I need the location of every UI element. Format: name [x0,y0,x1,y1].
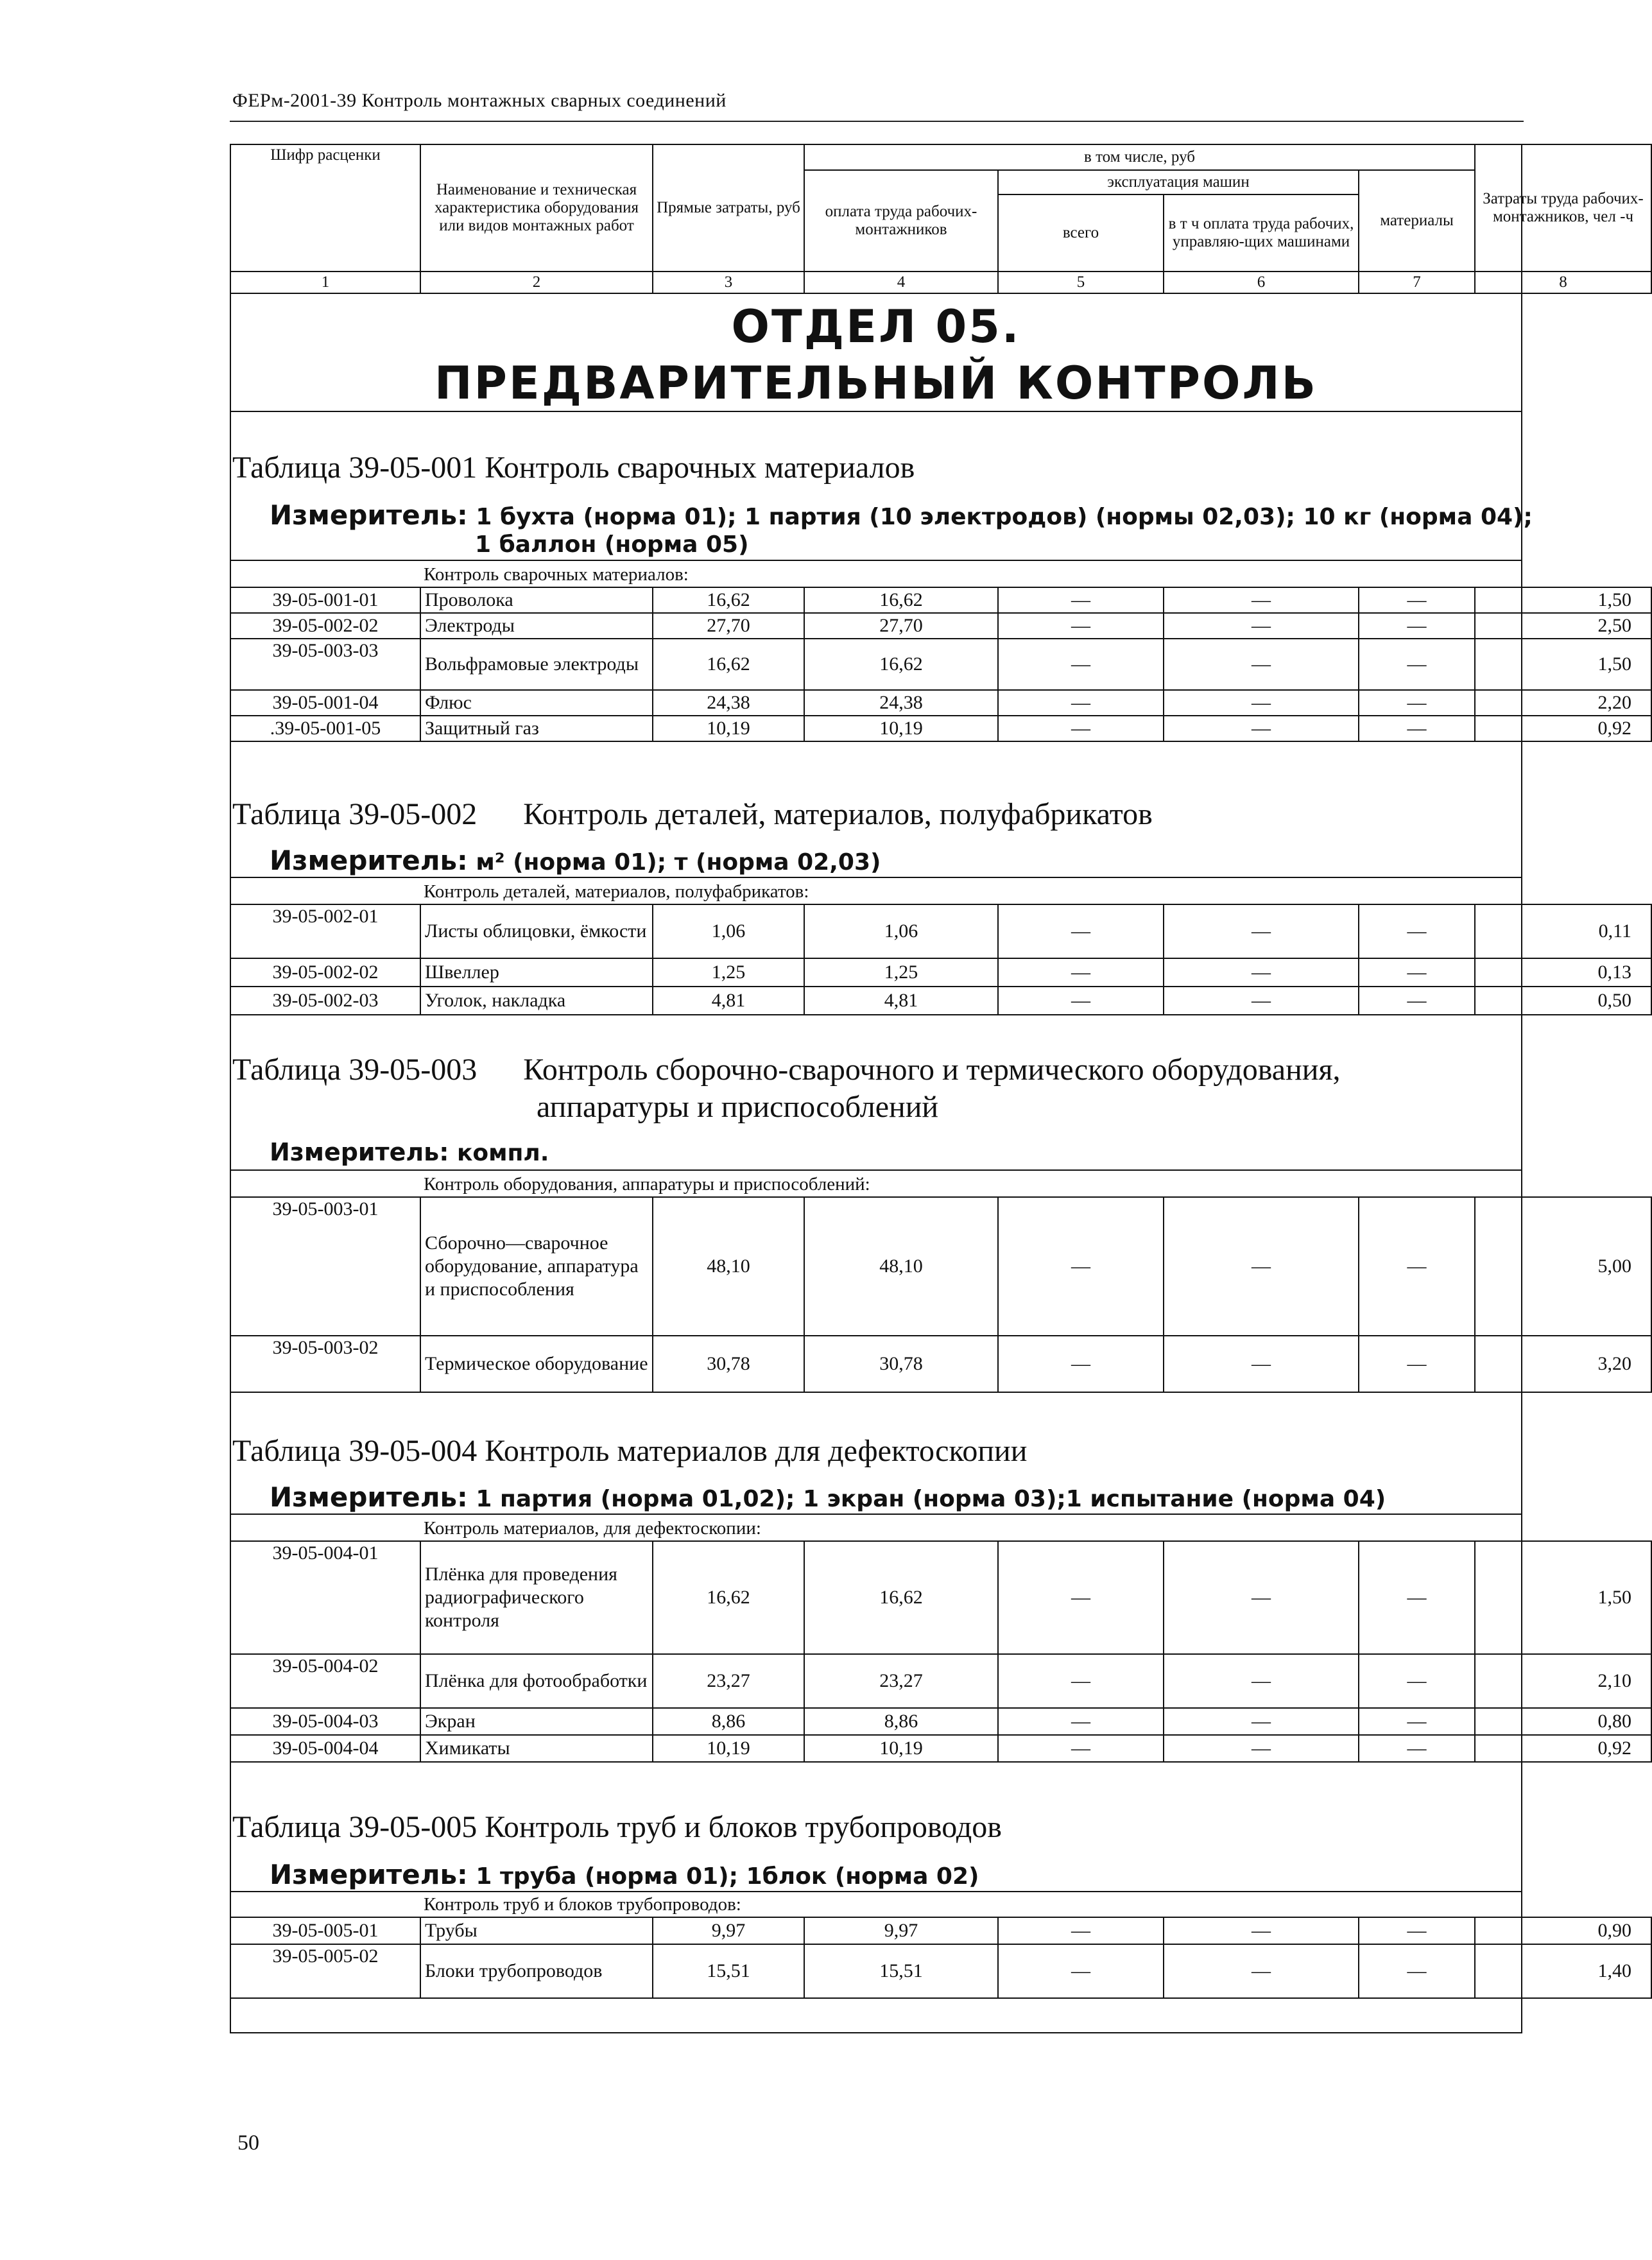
table-title: Таблица 39-05-001 Контроль сварочных материалов [232,451,915,485]
row-direct: 1,06 [653,904,804,958]
meter-label: Измеритель: [270,845,468,876]
row-dash: — [1164,1541,1359,1654]
divider [230,1169,1522,1171]
col-num: 8 [1475,272,1651,293]
row-dash: — [998,1336,1164,1392]
header-labor-pay: оплата труда рабочих-монтажников [804,170,998,272]
row-dash: — [998,904,1164,958]
row-hours: 0,92 [1475,716,1651,741]
table-row [230,690,1651,716]
header-materials: материалы [1359,170,1475,272]
row-hours: 5,00 [1475,1197,1651,1336]
row-dash: — [998,613,1164,639]
row-dash: — [1164,987,1359,1015]
rates-table [230,1540,1652,1763]
header-machines: эксплуатация машин [998,170,1359,194]
row-dash: — [998,1735,1164,1762]
table-subheading: Контроль оборудования, аппаратуры и приспособлений: [424,1174,870,1195]
table-title-cont: аппаратуры и приспособлений [537,1090,939,1124]
row-direct: 10,19 [653,1735,804,1762]
row-labor: 8,86 [804,1708,998,1735]
row-code: .39-05-001-05 [230,716,420,741]
row-code: 39-05-001-01 [230,587,420,613]
table-title-text: Контроль сборочно-сварочного и термического оборудования, [523,1053,1341,1087]
rates-table [230,587,1652,742]
table-meter [270,501,1533,532]
row-direct: 23,27 [653,1654,804,1708]
row-dash: — [1359,1541,1475,1654]
section-title-line1: ОТДЕЛ 05. [731,300,1021,353]
row-dash: — [1359,639,1475,690]
row-code: 39-05-002-02 [230,613,420,639]
row-dash: — [1164,1944,1359,1998]
table-row [230,1197,1651,1336]
row-dash: — [1359,958,1475,987]
row-hours: 0,13 [1475,958,1651,987]
row-hours: 0,11 [1475,904,1651,958]
row-dash: — [1164,587,1359,613]
col-num: 4 [804,272,998,293]
table-meter [270,1483,1386,1514]
row-name: Экран [420,1708,653,1735]
row-name: Сборочно—сварочное оборудование, аппаратура и приспособления [420,1197,653,1336]
running-header: ФЕРм-2001-39 Контроль монтажных сварных соединений [232,90,727,111]
row-code: 39-05-001-04 [230,690,420,716]
table-row [230,1654,1651,1708]
row-dash: — [1359,613,1475,639]
row-name: Листы облицовки, ёмкости [420,904,653,958]
table-row [230,613,1651,639]
table-row [230,1944,1651,1998]
row-code: 39-05-002-01 [230,904,420,958]
row-hours: 2,10 [1475,1654,1651,1708]
row-dash: — [1359,1735,1475,1762]
row-dash: — [1164,1197,1359,1336]
row-name: Швеллер [420,958,653,987]
row-code: 39-05-004-03 [230,1708,420,1735]
table-meter [270,846,881,877]
row-code: 39-05-005-01 [230,1917,420,1944]
row-direct: 24,38 [653,690,804,716]
row-dash: — [998,987,1164,1015]
header-rule [230,121,1524,122]
row-hours: 0,92 [1475,1735,1651,1762]
meter-label: Измеритель: [270,1138,449,1166]
row-code: 39-05-003-02 [230,1336,420,1392]
row-dash: — [998,690,1164,716]
row-dash: — [1164,1917,1359,1944]
row-dash: — [998,1197,1164,1336]
row-dash: — [998,639,1164,690]
row-name: Трубы [420,1917,653,1944]
section-rule [230,411,1522,412]
row-code: 39-05-003-01 [230,1197,420,1336]
row-dash: — [998,1917,1164,1944]
table-meter [270,1137,549,1168]
col-num: 3 [653,272,804,293]
row-code: 39-05-003-03 [230,639,420,690]
rates-table [230,1917,1652,1999]
row-dash: — [998,1654,1164,1708]
row-name: Плёнка для проведения радиографического контроля [420,1541,653,1654]
row-direct: 1,25 [653,958,804,987]
row-code: 39-05-005-02 [230,1944,420,1998]
row-dash: — [1164,1735,1359,1762]
row-direct: 16,62 [653,639,804,690]
row-name: Электроды [420,613,653,639]
col-num: 5 [998,272,1164,293]
row-dash: — [1359,1708,1475,1735]
table-title-number: Таблица 39-05-003 [232,1053,478,1087]
row-labor: 10,19 [804,1735,998,1762]
row-name: Плёнка для фотообработки [420,1654,653,1708]
table-row [230,1735,1651,1762]
row-dash: — [1164,690,1359,716]
row-name: Вольфрамовые электроды [420,639,653,690]
table-title-text: Контроль деталей, материалов, полуфабрикатов [523,797,1153,831]
row-dash: — [1359,1654,1475,1708]
meter-label: Измеритель: [270,499,468,531]
row-dash: — [1359,587,1475,613]
row-labor: 23,27 [804,1654,998,1708]
header-code: Шифр расценки [230,144,420,272]
column-header-table [230,144,1652,294]
table-subheading: Контроль труб и блоков трубопроводов: [424,1894,741,1915]
header-labor-hours: Затраты труда рабочих-монтажников, чел -ч [1475,144,1651,272]
row-dash: — [1164,1708,1359,1735]
divider [230,560,1522,561]
table-row [230,1336,1651,1392]
row-dash: — [1164,958,1359,987]
row-name: Блоки трубопроводов [420,1944,653,1998]
row-dash: — [1164,1336,1359,1392]
meter-label: Измеритель: [270,1481,468,1513]
row-dash: — [1359,690,1475,716]
table-row [230,639,1651,690]
table-subheading: Контроль сварочных материалов: [424,564,689,585]
divider [230,1514,1522,1515]
row-labor: 1,25 [804,958,998,987]
row-dash: — [1164,716,1359,741]
row-hours: 1,50 [1475,1541,1651,1654]
row-direct: 4,81 [653,987,804,1015]
row-direct: 15,51 [653,1944,804,1998]
row-labor: 27,70 [804,613,998,639]
rates-table [230,904,1652,1015]
table-title: Таблица 39-05-004 Контроль материалов для дефектоскопии [232,1434,1028,1468]
section-title-line2: ПРЕДВАРИТЕЛЬНЫЙ КОНТРОЛЬ [435,357,1318,410]
table-subheading: Контроль деталей, материалов, полуфабрикатов: [424,881,809,902]
row-direct: 30,78 [653,1336,804,1392]
meter-text: 1 партия (норма 01,02); 1 экран (норма 03);1 испытание (норма 04) [476,1486,1386,1512]
row-direct: 16,62 [653,1541,804,1654]
row-name: Флюс [420,690,653,716]
row-name: Защитный газ [420,716,653,741]
row-dash: — [1359,1944,1475,1998]
row-direct: 16,62 [653,587,804,613]
row-hours: 1,50 [1475,587,1651,613]
header-direct-costs: Прямые затраты, руб [653,144,804,272]
row-hours: 0,50 [1475,987,1651,1015]
row-code: 39-05-004-02 [230,1654,420,1708]
header-machines-total: всего [998,194,1164,272]
row-dash: — [1359,1917,1475,1944]
row-labor: 16,62 [804,1541,998,1654]
row-name: Уголок, накладка [420,987,653,1015]
table-row [230,987,1651,1015]
section-title [230,298,1522,411]
row-hours: 1,50 [1475,639,1651,690]
table-title-number: Таблица 39-05-002 [232,797,478,831]
row-labor: 16,62 [804,587,998,613]
row-dash: — [998,587,1164,613]
row-name: Химикаты [420,1735,653,1762]
row-dash: — [1164,1654,1359,1708]
row-direct: 9,97 [653,1917,804,1944]
meter-text-cont: 1 баллон (норма 05) [475,531,749,558]
page-number: 50 [237,2131,259,2155]
row-dash: — [998,1708,1164,1735]
meter-text: м² (норма 01); т (норма 02,03) [476,849,881,876]
table-subheading: Контроль материалов, для дефектоскопии: [424,1518,761,1539]
row-dash: — [1359,716,1475,741]
row-name: Термическое оборудование [420,1336,653,1392]
row-hours: 2,50 [1475,613,1651,639]
meter-label: Измеритель: [270,1859,468,1890]
table-row [230,587,1651,613]
row-code: 39-05-004-04 [230,1735,420,1762]
row-hours: 3,20 [1475,1336,1651,1392]
header-name: Наименование и техническая характеристика оборудования или видов монтажных работ [420,144,653,272]
row-hours: 2,20 [1475,690,1651,716]
table-meter [270,1860,979,1892]
row-dash: — [998,958,1164,987]
row-dash: — [998,1541,1164,1654]
row-hours: 0,90 [1475,1917,1651,1944]
table-row [230,716,1651,741]
row-dash: — [1359,987,1475,1015]
row-labor: 24,38 [804,690,998,716]
header-machines-labor: в т ч оплата труда рабочих, управляю-щих машинами [1164,194,1359,272]
divider [230,1891,1522,1892]
row-labor: 16,62 [804,639,998,690]
table-row [230,1917,1651,1944]
meter-text: 1 бухта (норма 01); 1 партия (10 электродов) (нормы 02,03); 10 кг (норма 04); [476,504,1533,530]
rates-table [230,1196,1652,1393]
row-dash: — [998,716,1164,741]
row-labor: 4,81 [804,987,998,1015]
row-code: 39-05-002-03 [230,987,420,1015]
row-dash: — [1164,904,1359,958]
row-direct: 27,70 [653,613,804,639]
row-labor: 30,78 [804,1336,998,1392]
col-num: 1 [230,272,420,293]
row-dash: — [1359,904,1475,958]
row-name: Проволока [420,587,653,613]
header-group: в том числе, руб [804,144,1475,170]
row-labor: 1,06 [804,904,998,958]
col-num: 2 [420,272,653,293]
meter-text: 1 труба (норма 01); 1блок (норма 02) [476,1863,979,1890]
row-dash: — [1164,639,1359,690]
table-row [230,958,1651,987]
row-labor: 48,10 [804,1197,998,1336]
row-dash: — [998,1944,1164,1998]
table-title [232,796,1153,833]
table-row [230,904,1651,958]
row-direct: 10,19 [653,716,804,741]
row-code: 39-05-002-02 [230,958,420,987]
row-code: 39-05-004-01 [230,1541,420,1654]
row-dash: — [1359,1197,1475,1336]
row-dash: — [1359,1336,1475,1392]
row-hours: 0,80 [1475,1708,1651,1735]
meter-text: компл. [456,1140,549,1166]
table-title [232,1051,1341,1089]
col-num: 7 [1359,272,1475,293]
row-hours: 1,40 [1475,1944,1651,1998]
table-row [230,1708,1651,1735]
table-row [230,1541,1651,1654]
row-direct: 48,10 [653,1197,804,1336]
row-direct: 8,86 [653,1708,804,1735]
row-labor: 9,97 [804,1917,998,1944]
divider [230,877,1522,878]
row-labor: 15,51 [804,1944,998,1998]
row-labor: 10,19 [804,716,998,741]
row-dash: — [1164,613,1359,639]
table-title: Таблица 39-05-005 Контроль труб и блоков трубопроводов [232,1810,1002,1844]
col-num: 6 [1164,272,1359,293]
